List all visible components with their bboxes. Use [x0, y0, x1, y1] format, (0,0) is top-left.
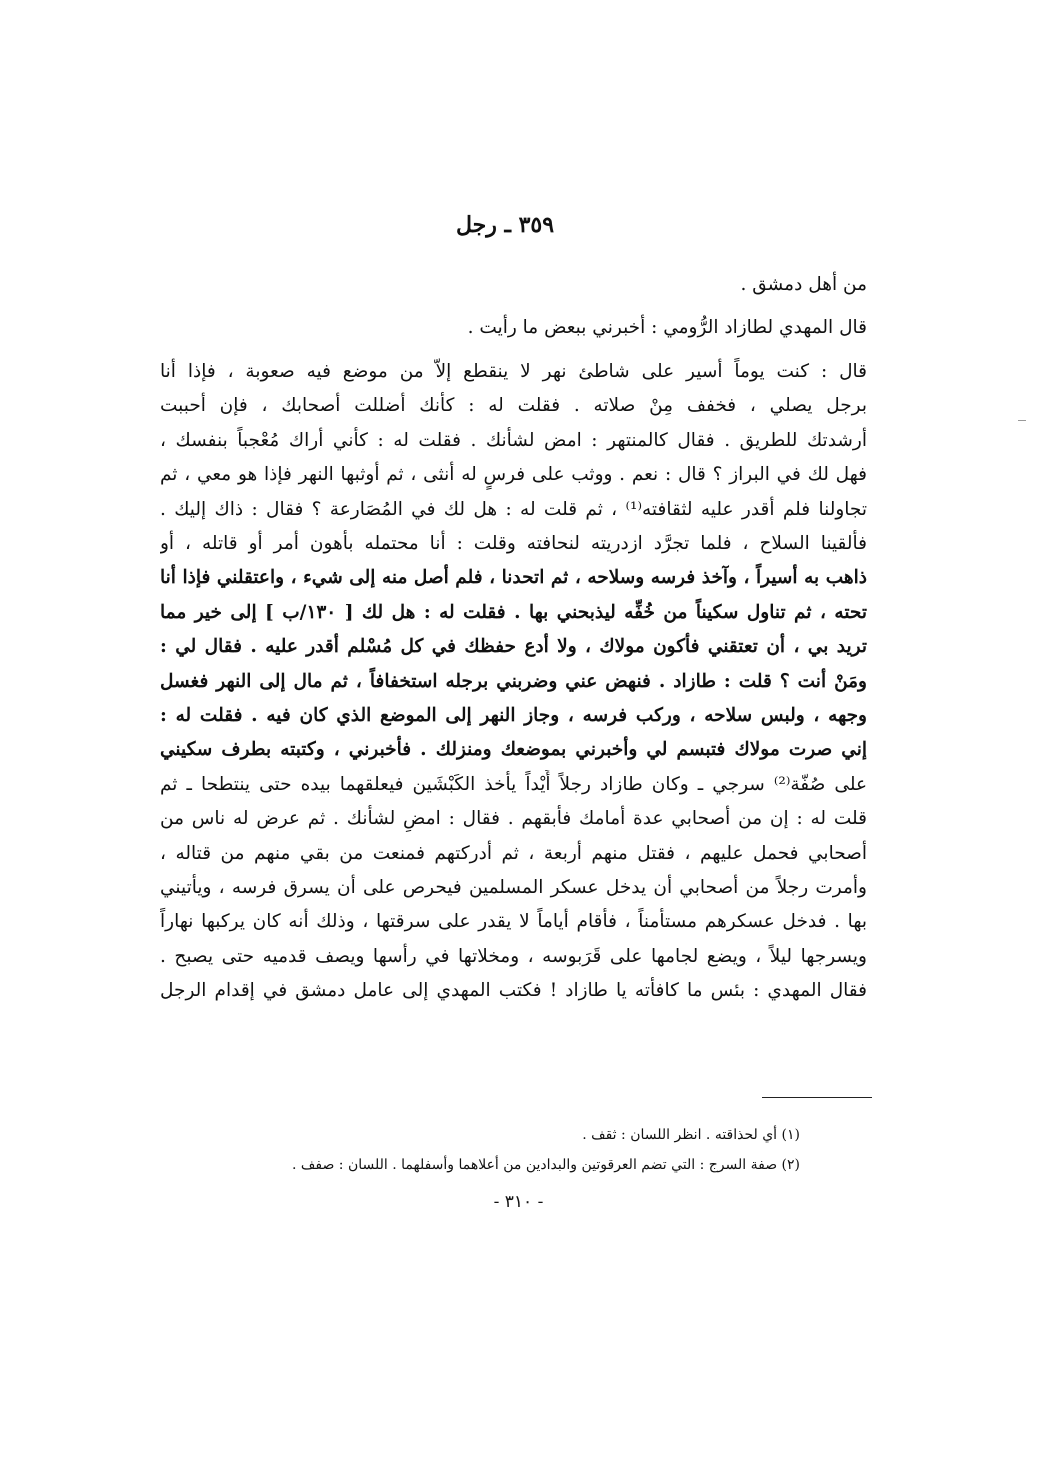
- text-line: أصحابي فحمل عليهم ، فقتل منهم أربعة ، ثم أدركتهم فمنعت من بقي منهم من قتاله ،: [160, 842, 867, 864]
- footnote-1: (١) أي لحذاقته . انظر اللسان : ثقف .: [582, 1127, 800, 1143]
- text-line: من أهل دمشق .: [740, 274, 867, 295]
- text-line: فقال المهدي : بئس ما كافأته يا طازاد ! فكتب المهدي إلى عامل دمشق في إقدام الرجل: [160, 980, 867, 1002]
- page-number: - ٣١٠ -: [493, 1192, 544, 1212]
- text-line: ويسرجها ليلاً ، ويضع لجامها على قَرَبوسه ، ومخلاتها في رأسها ويصف قدميه حتى يصبح .: [160, 945, 867, 967]
- footnote-2: (٢) صفة السرج : التي تضم العرقوتين والبدادين من أعلاهما وأسفلهما . اللسان : صفف .: [291, 1157, 800, 1173]
- text-line: وجهه ، ولبس سلاحه ، وركب فرسه ، وجاز النهر إلى الموضع الذي كان فيه . فقلت له :: [160, 705, 867, 726]
- text-line: على صُفّة⁽²⁾ سرجي ـ وكان طازاد رجلاً أَيْداً يأخذ الكَبْشَين فيعلقهما بيده حتى ينتطحا ـ ثم: [160, 773, 867, 795]
- text-line: فألقينا السلاح ، فلما تجرَّد ازدريته لنحافته وقلت : أنا محتمله بأهون أمر أو قاتله ، أو: [160, 533, 867, 554]
- text-line: إني صرت مولاك فتبسم لي وأخبرني بموضعك ومنزلك . فأخبرني ، وكتبته بطرف سكيني: [160, 739, 867, 761]
- footnote-separator: [762, 1097, 872, 1098]
- entry-heading: ٣٥٩ ـ رجل: [455, 212, 555, 238]
- text-line: تجاولنا فلم أقدر عليه لثقافته⁽¹⁾ ، ثم قلت له : هل لك في المُصَارعة ؟ فقال : ذاك إليك .: [160, 498, 867, 520]
- text-line: بها . فدخل عسكرهم مستأمناً ، فأقام أياماً لا يقدر على سرقتها ، وذلك أنه كان يركبها نهاراً: [160, 911, 867, 933]
- text-line: برجل يصلي ، فخفف مِنْ صلاته . فقلت له : كأنك أضللت أصحابك ، فإن أحببت: [160, 395, 867, 417]
- text-line: تحته ، ثم تناول سكيناً من خُفِّه ليذبحني بها . فقلت له : هل لك [ ١٣٠/ب ] إلى خير مما: [160, 601, 867, 623]
- text-line: وأمرت رجلاً من أصحابي أن يدخل عسكر المسلمين فيحرص على أن يسرق فرسه ، ويأتيني: [160, 877, 867, 898]
- text-line: قال : كنت يوماً أسير على شاطئ نهر لا ينقطع إلاّ من موضع فيه صعوبة ، فإذا أنا: [160, 361, 867, 382]
- text-line: ومَنْ أنت ؟ قلت : طازاد . فنهض عني وضربني برجله استخفافاً ، ثم مال إلى النهر فغسل: [160, 670, 867, 692]
- text-line: أرشدتك للطريق . فقال كالمنتهر : امض لشأنك . فقلت له : كأني أراك مُعْجباً بنفسك ،: [160, 429, 867, 451]
- text-line: ذاهب به أسيراً ، وآخذ فرسه وسلاحه ، ثم اتحدنا ، فلم أصل منه إلى شيء ، واعتقلني فإذا أنا: [160, 567, 867, 589]
- text-line: تريد بي ، أن تعتقني فأكون مولاك ، ولا أدع حفظك في كل مُسْلم أقدر عليه . فقال لي :: [160, 636, 867, 658]
- text-line: قلت له : إن من أصحابي عدة أمامك فأبقهم . فقال : امضِ لشأنك . ثم عرض له ناس من: [160, 808, 867, 830]
- text-line: فهل لك في البراز ؟ قال : نعم . ووثب على فرسٍ له أنثى ، ثم أوثبها النهر فإذا هو معي ، ثم: [160, 464, 867, 486]
- text-line: قال المهدي لطازاد الرُّومي : أخبرني ببعض ما رأيت .: [467, 317, 867, 338]
- scan-mark: [1018, 420, 1026, 421]
